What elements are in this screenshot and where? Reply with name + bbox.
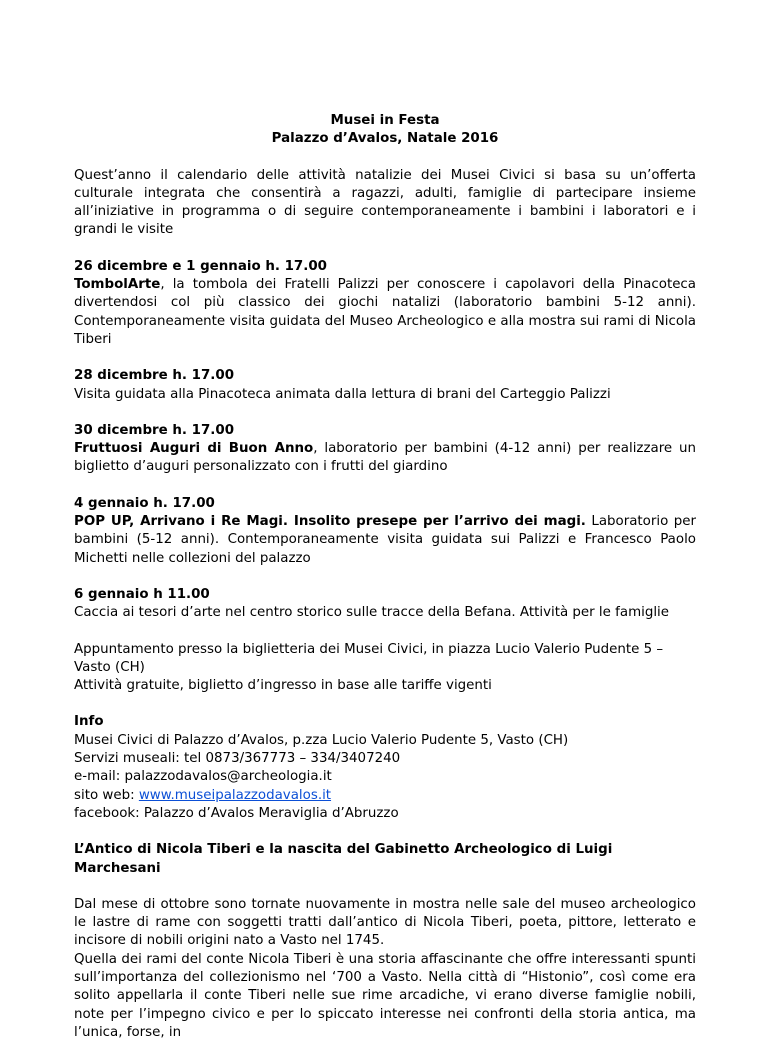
event-description (74, 386, 696, 404)
event-text: Visita guidata alla Pinacoteca animata dalla lettura di brani del Carteggio Palizzi (74, 386, 611, 402)
info-heading: Info (74, 714, 104, 730)
article-paragraph: Dal mese di ottobre sono tornate nuovamente in mostra nelle sale del museo archeologico le lastre di rame con soggetti tratti dall’antico di Nicola Tiberi, poeta, pittore, letterato e incisore di nobili origini nato a Vasto nel 1745. (74, 896, 696, 949)
event-name: POP UP, Arrivano i Re Magi. Insolito presepe per l’arrivo dei magi. (74, 514, 586, 530)
event-description (74, 513, 696, 568)
event-date: 6 gennaio h 11.00 (74, 586, 210, 602)
appointment-line: Appuntamento presso la biglietteria dei Musei Civici, in piazza Lucio Valerio Pudente 5 – Vasto (CH) (74, 641, 664, 675)
event-date: 4 gennaio h. 17.00 (74, 495, 215, 511)
event-date: 26 dicembre e 1 gennaio h. 17.00 (74, 258, 327, 274)
event-text: , laboratorio per bambini (4-12 anni) per realizzare un biglietto d’auguri personalizzato con i frutti del giardino (74, 441, 697, 475)
website-label: sito web: (74, 787, 139, 803)
info-address: Musei Civici di Palazzo d’Avalos, p.zza Lucio Valerio Pudente 5, Vasto (CH) (74, 732, 569, 748)
event-description (74, 276, 696, 349)
event-text: Laboratorio per bambini (5-12 anni). Contemporaneamente visita guidata sui Palizzi e Francesco Paolo Michetti nelle collezioni del palazzo (74, 514, 697, 566)
event-date: 28 dicembre h. 17.00 (74, 368, 235, 384)
event-item (74, 422, 696, 477)
document-title: Musei in Festa (330, 113, 440, 128)
intro-paragraph: Quest’anno il calendario delle attività natalizie dei Musei Civici si basa su un’offerta culturale integrata che consentirà a ragazzi, adulti, famiglie di partecipare insieme all’iniziative in programma o di seguire contemporaneamente i bambini i laboratori e i grandi le visite (74, 167, 696, 238)
document-subtitle: Palazzo d’Avalos, Natale 2016 (271, 131, 499, 147)
article-title: L’Antico di Nicola Tiberi e la nascita del Gabinetto Archeologico di Luigi Marchesani (74, 842, 613, 876)
event-description (74, 440, 696, 477)
info-email: e-mail: palazzodavalos@archeologia.it (74, 769, 332, 785)
article-paragraph: Quella dei rami del conte Nicola Tiberi è una storia affascinante che offre interessanti spunti sull’importanza del collezionismo nel ‘700 a Vasto. Nella città di “Histonio”, così come era solito appellarla il conte Tiberi nelle sue rime arcadiche, vi erano diverse famiglie nobili, note per l’impegno civico e per lo spiccato interesse nei confronti della storia antica, ma l’unica, forse, in (74, 951, 696, 1040)
event-text: Caccia ai tesori d’arte nel centro storico sulle tracce della Befana. Attività per le famiglie (74, 605, 670, 621)
event-date: 30 dicembre h. 17.00 (74, 422, 235, 438)
event-name: Fruttuosi Auguri di Buon Anno (74, 441, 314, 457)
info-section (74, 713, 696, 823)
event-text: , la tombola dei Fratelli Palizzi per conoscere i capolavori della Pinacoteca divertendosi col più classico dei giochi natalizi (laboratorio bambini 5-12 anni). Contemporaneamente visita guidata del Museo Archeologico e alla mostra sui rami di Nicola Tiberi (74, 277, 696, 347)
info-website (74, 787, 696, 805)
event-item (74, 586, 696, 623)
event-item (74, 258, 696, 349)
info-facebook: facebook: Palazzo d’Avalos Meraviglia d’Abruzzo (74, 805, 399, 821)
event-item (74, 367, 696, 404)
event-name: TombolArte (74, 277, 161, 293)
info-phones: Servizi museali: tel 0873/367773 – 334/3407240 (74, 751, 401, 767)
website-link[interactable]: www.museipalazzodavalos.it (138, 787, 332, 803)
event-description (74, 604, 696, 622)
tickets-line: Attività gratuite, biglietto d’ingresso in base alle tariffe vigenti (74, 678, 492, 694)
event-item (74, 495, 696, 568)
document-page (74, 112, 696, 1042)
